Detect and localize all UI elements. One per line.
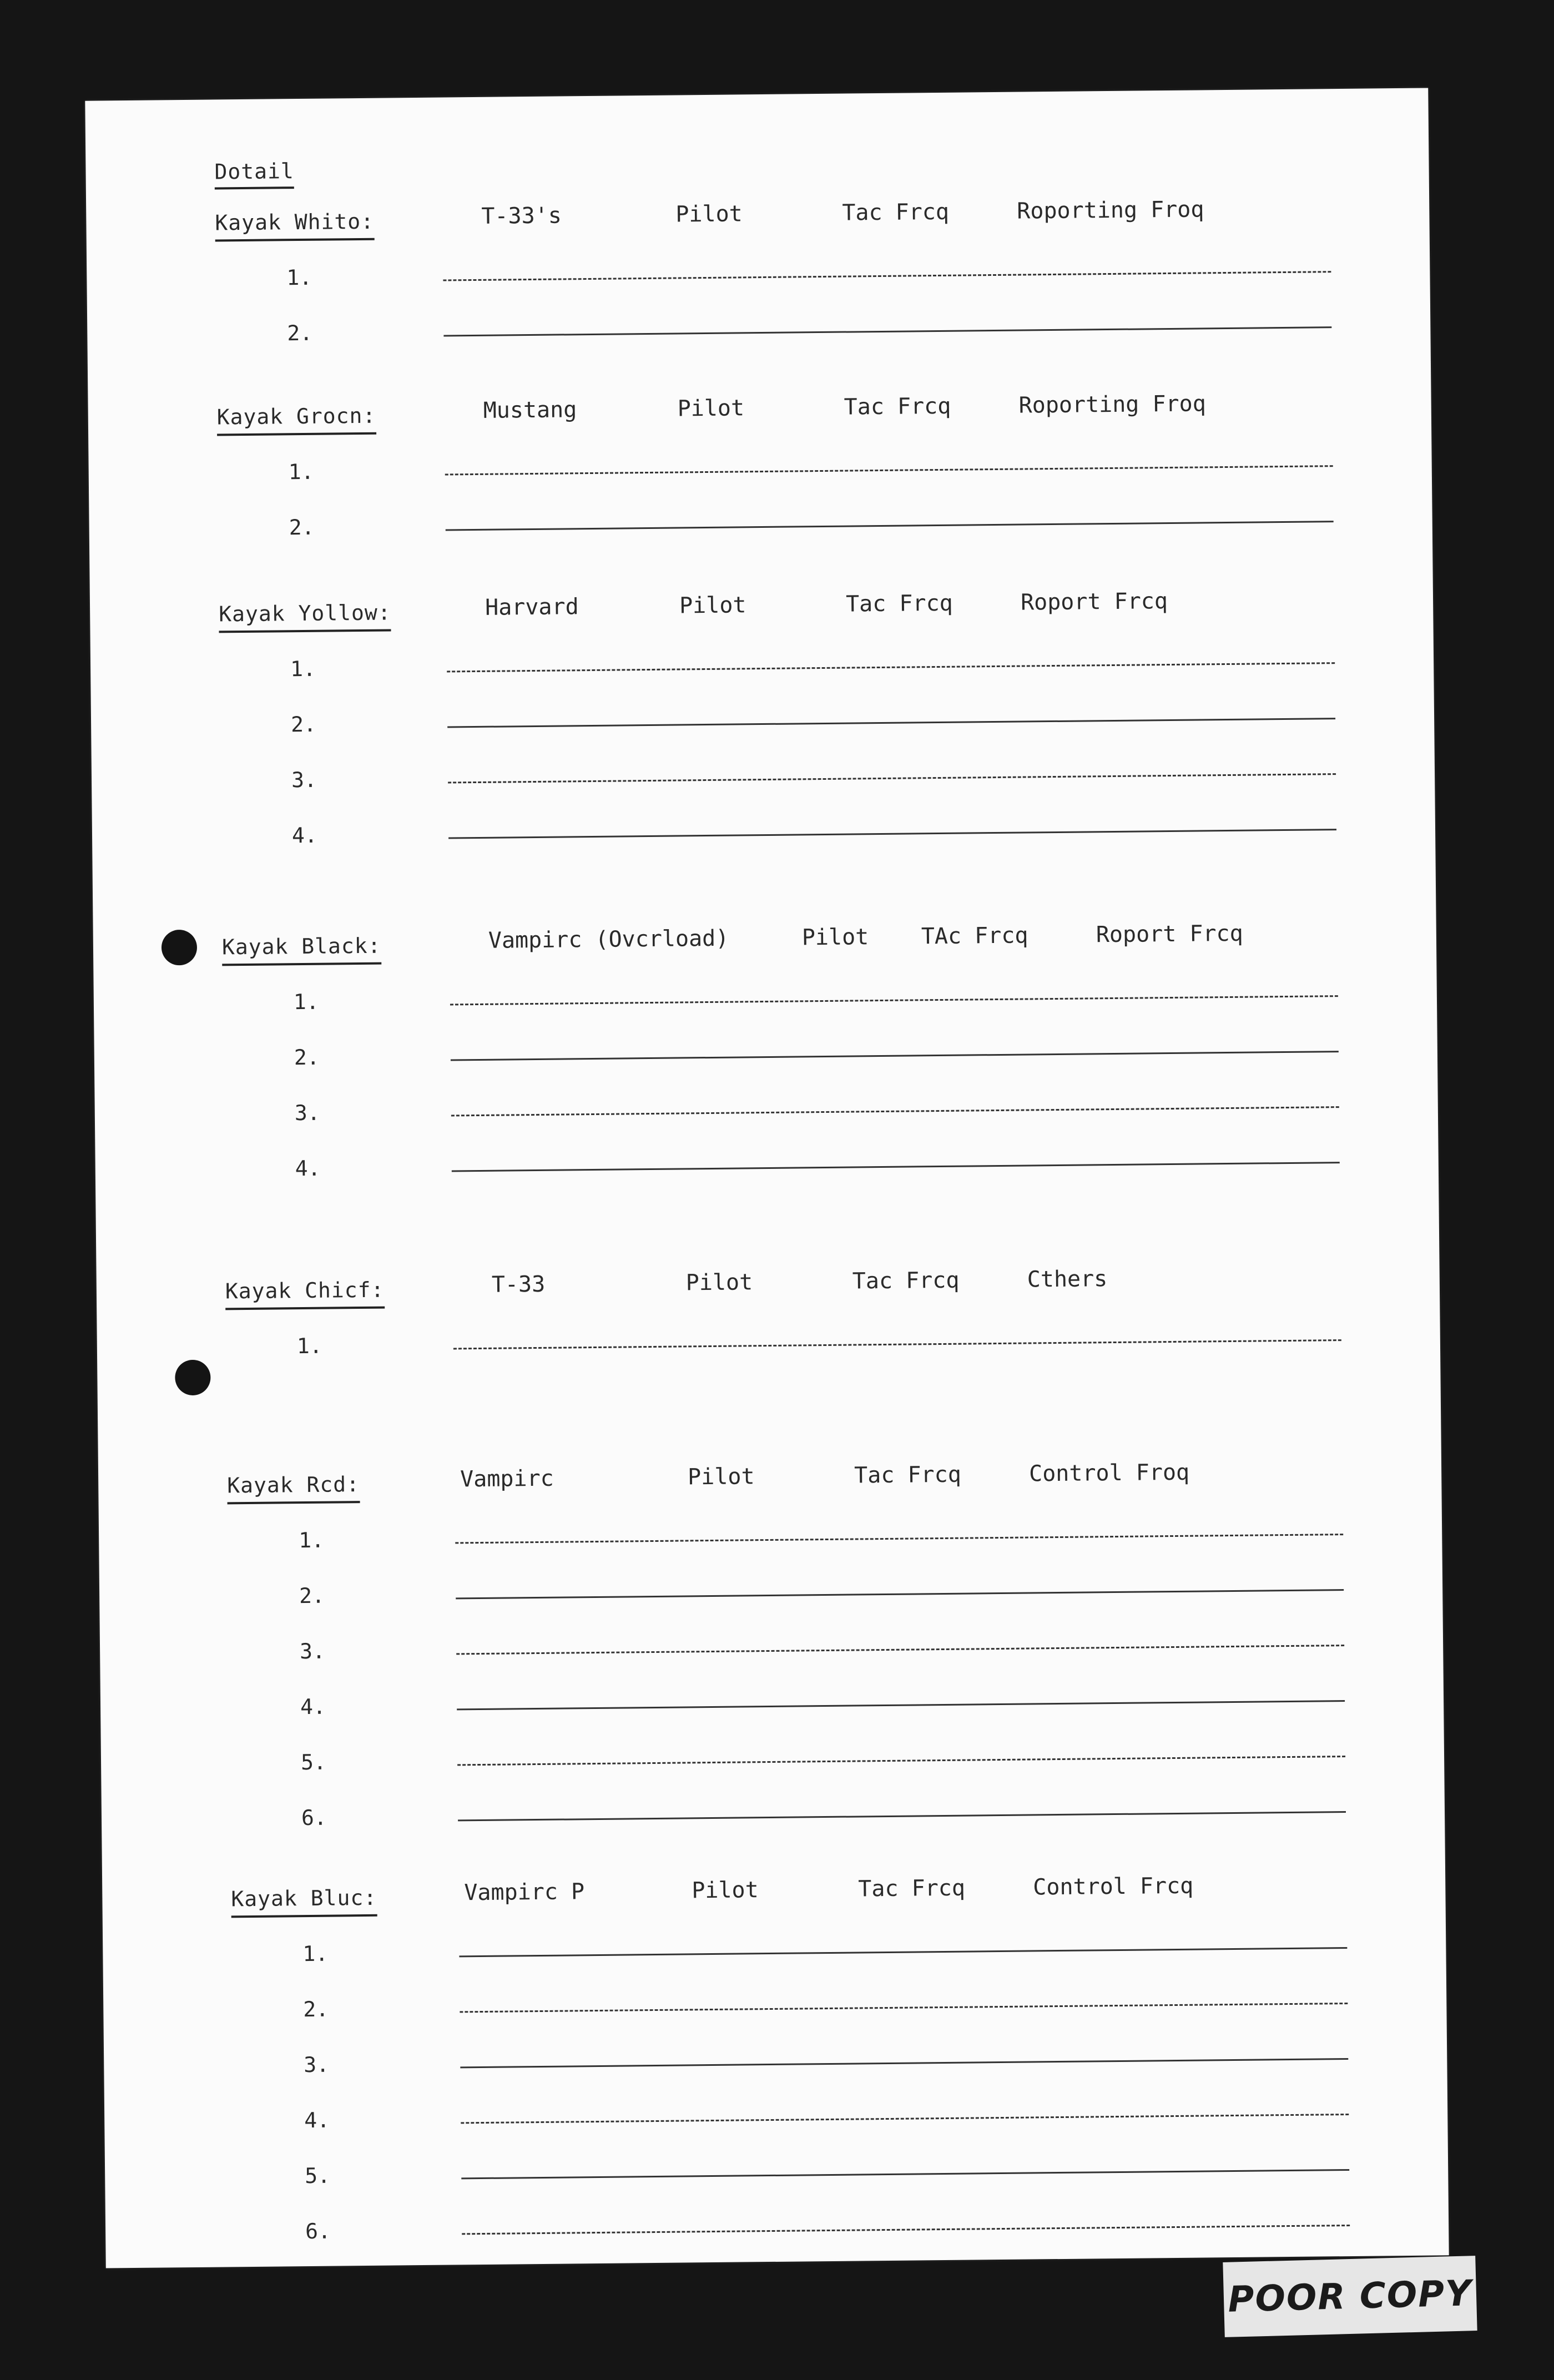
row-number: 1. xyxy=(290,656,316,682)
row-number: 2. xyxy=(294,1045,320,1070)
document-page xyxy=(85,88,1449,2268)
fill-in-line[interactable] xyxy=(461,2114,1349,2124)
column-header-pilot: Pilot xyxy=(675,201,743,228)
fill-in-line[interactable] xyxy=(452,1162,1340,1172)
section-title: Kayak Rcd: xyxy=(227,1472,360,1504)
punch-hole xyxy=(175,1360,211,1396)
document-heading: Dotail xyxy=(214,159,294,189)
entry-row xyxy=(224,1146,1390,1190)
fill-in-line[interactable] xyxy=(446,521,1334,531)
fill-in-line[interactable] xyxy=(443,326,1331,336)
section-title: Kayak Grocn: xyxy=(217,404,376,436)
section-title: Kayak Chicf: xyxy=(225,1278,385,1310)
column-header-freq: Roport Frcq xyxy=(1096,920,1243,948)
section-title: Kayak Black: xyxy=(222,934,381,966)
row-number: 4. xyxy=(304,2107,330,2133)
entry-row xyxy=(216,310,1381,355)
entry-row xyxy=(219,646,1385,690)
fill-in-line[interactable] xyxy=(456,1589,1344,1599)
column-header-tac-freq: Tac Frcq xyxy=(845,590,953,617)
row-number: 5. xyxy=(300,1749,327,1775)
entry-row xyxy=(228,1517,1393,1562)
row-number: 1. xyxy=(299,1527,325,1553)
entry-row xyxy=(228,1573,1394,1617)
entry-row xyxy=(230,1739,1395,1784)
fill-in-line[interactable] xyxy=(451,1106,1339,1116)
row-number: 6. xyxy=(305,2218,331,2244)
entry-row xyxy=(226,1323,1391,1368)
entry-row xyxy=(234,2153,1399,2197)
row-number: 3. xyxy=(299,1638,326,1664)
entry-row xyxy=(232,1986,1397,2031)
row-number: 3. xyxy=(304,2052,330,2078)
fill-in-line[interactable] xyxy=(443,271,1331,281)
fill-in-line[interactable] xyxy=(461,2169,1349,2179)
column-header-aircraft: Vampirc P xyxy=(464,1879,585,1906)
fill-in-line[interactable] xyxy=(462,2225,1350,2235)
fill-in-line[interactable] xyxy=(456,1645,1344,1655)
column-header-pilot: Pilot xyxy=(679,592,746,619)
fill-in-line[interactable] xyxy=(447,662,1335,672)
section-kayak-red xyxy=(227,1459,1392,1831)
entry-row xyxy=(223,1035,1389,1079)
section-title: Kayak Yollow: xyxy=(219,600,391,633)
section-kayak-blue xyxy=(231,1873,1396,2244)
column-header-tac-freq: Tac Frcq xyxy=(854,1461,962,1489)
row-number: 1. xyxy=(286,265,312,290)
section-kayak-black xyxy=(221,920,1388,1181)
column-header-tac-freq: Tac Frcq xyxy=(844,393,951,420)
column-header-freq: Roporting Froq xyxy=(1017,196,1204,224)
column-header-pilot: Pilot xyxy=(801,924,869,951)
fill-in-line[interactable] xyxy=(455,1534,1343,1544)
column-header-freq: Roport Frcq xyxy=(1020,588,1168,616)
section-kayak-green xyxy=(216,391,1383,540)
fill-in-line[interactable] xyxy=(451,1051,1339,1061)
fill-in-line[interactable] xyxy=(457,1756,1345,1766)
section-kayak-white xyxy=(215,196,1380,346)
row-number: 2. xyxy=(287,320,313,346)
row-number: 1. xyxy=(293,989,319,1015)
fill-in-line[interactable] xyxy=(458,1811,1346,1821)
column-header-control-freq: Control Frcq xyxy=(1033,1873,1194,1900)
row-number: 6. xyxy=(301,1805,327,1831)
entry-row xyxy=(221,813,1386,857)
entry-row xyxy=(229,1684,1395,1728)
row-number: 3. xyxy=(294,1100,320,1126)
entry-row xyxy=(218,505,1384,549)
fill-in-line[interactable] xyxy=(460,2058,1348,2068)
section-title: Kayak Whito: xyxy=(215,209,374,242)
entry-row xyxy=(223,979,1388,1023)
column-header-freq: Roporting Froq xyxy=(1018,391,1207,418)
column-header-tac-freq: TAc Frcq xyxy=(921,922,1028,950)
entry-row xyxy=(230,1795,1396,1839)
entry-row xyxy=(231,1931,1397,1975)
section-kayak-chief xyxy=(225,1266,1391,1359)
poor-copy-stamp: POOR COPY xyxy=(1223,2256,1477,2337)
section-kayak-yellow xyxy=(218,588,1384,848)
column-header-tac-freq: Tac Frcq xyxy=(852,1267,960,1294)
fill-in-line[interactable] xyxy=(448,773,1336,783)
row-number: 3. xyxy=(291,767,317,793)
row-number: 4. xyxy=(295,1156,321,1181)
column-header-aircraft: Mustang xyxy=(483,397,577,423)
row-number: 2. xyxy=(299,1583,325,1608)
column-header-aircraft: Vampirc xyxy=(460,1465,554,1492)
row-number: 1. xyxy=(288,459,314,485)
section-title: Kayak Bluc: xyxy=(231,1885,377,1918)
column-header-others: Cthers xyxy=(1027,1266,1108,1293)
row-number: 2. xyxy=(289,515,315,540)
row-number: 1. xyxy=(302,1941,329,1966)
fill-in-line[interactable] xyxy=(450,995,1338,1005)
fill-in-line[interactable] xyxy=(447,718,1335,728)
column-header-control-freq: Control Froq xyxy=(1028,1459,1190,1487)
column-header-pilot: Pilot xyxy=(685,1269,753,1296)
entry-row xyxy=(220,757,1386,801)
entry-row xyxy=(233,2042,1398,2086)
entry-row xyxy=(220,702,1385,746)
entry-row xyxy=(229,1628,1394,1673)
entry-row xyxy=(234,2208,1400,2253)
column-header-pilot: Pilot xyxy=(687,1464,755,1490)
entry-row xyxy=(233,2097,1399,2142)
fill-in-line[interactable] xyxy=(457,1700,1345,1710)
column-header-aircraft: Vampirc (Ovcrload) xyxy=(488,925,729,954)
fill-in-line[interactable] xyxy=(445,465,1333,475)
fill-in-line[interactable] xyxy=(459,1947,1347,1957)
column-header-aircraft: Harvard xyxy=(485,594,579,621)
row-number: 5. xyxy=(305,2163,331,2189)
column-header-tac-freq: Tac Frcq xyxy=(858,1875,966,1902)
column-header-pilot: Pilot xyxy=(692,1877,759,1904)
column-header-pilot: Pilot xyxy=(677,395,745,422)
entry-row xyxy=(218,449,1383,493)
entry-row xyxy=(215,255,1381,299)
column-header-aircraft: T-33's xyxy=(481,203,562,229)
fill-in-line[interactable] xyxy=(453,1339,1341,1349)
column-header-tac-freq: Tac Frcq xyxy=(842,199,950,226)
row-number: 2. xyxy=(303,1996,329,2022)
fill-in-line[interactable] xyxy=(448,829,1336,839)
row-number: 2. xyxy=(290,712,317,737)
punch-hole xyxy=(162,930,198,966)
row-number: 4. xyxy=(291,823,318,848)
row-number: 4. xyxy=(300,1694,326,1720)
row-number: 1. xyxy=(296,1333,322,1359)
entry-row xyxy=(224,1090,1389,1134)
fill-in-line[interactable] xyxy=(460,2003,1348,2013)
column-header-aircraft: T-33 xyxy=(491,1271,546,1298)
